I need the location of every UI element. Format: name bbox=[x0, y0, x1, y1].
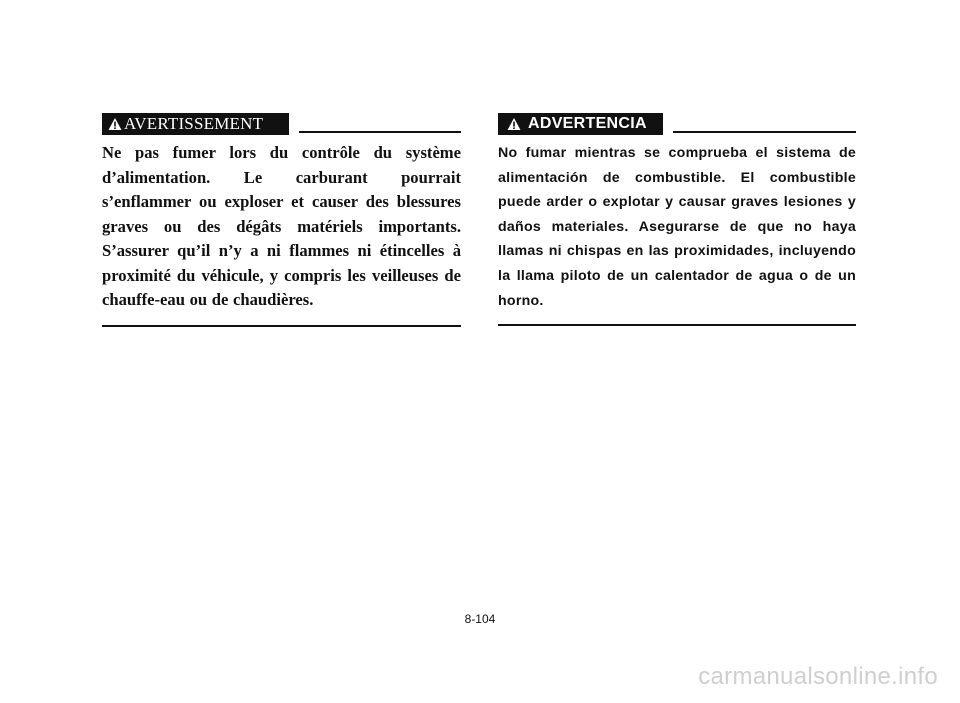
french-header-rule bbox=[299, 131, 461, 133]
french-warning-header bbox=[102, 113, 461, 135]
french-warning-block bbox=[102, 113, 461, 327]
french-warning-text: Ne pas fumer lors du contrôle du système d’alimentation. Le carburant pourrait s’enflammer ou exploser et causer des blessures graves ou des dégâts matériels importants. S’assurer qu’il n’y a ni flammes ni étincelles à proximité du véhicule, y compris les veilleuses de chauffe-eau ou de chaudières. bbox=[102, 143, 461, 309]
watermark: carmanualsonline.info bbox=[698, 663, 938, 690]
spanish-header-rule bbox=[673, 131, 856, 133]
french-warning-label: AVERTISSEMENT bbox=[124, 114, 264, 133]
spanish-warning-block bbox=[498, 113, 856, 326]
spanish-warning-text: No fumar mientras se comprueba el sistema de alimentación de combustible. El combustible puede arder o explotar y causar graves lesiones y daños materiales. Asegurarse de que no haya llamas ni chispas en las proximidades, incluyendo la llama piloto de un calentador de agua o de un horno. bbox=[498, 145, 856, 309]
warning-triangle-icon bbox=[108, 117, 122, 131]
spanish-warning-label: ADVERTENCIA bbox=[528, 115, 647, 132]
page-number: 8-104 bbox=[464, 612, 496, 626]
spanish-warning-badge bbox=[498, 113, 663, 135]
french-warning-badge bbox=[102, 113, 289, 135]
spanish-bottom-rule bbox=[498, 324, 856, 326]
warning-triangle-icon bbox=[507, 117, 521, 131]
french-bottom-rule bbox=[102, 325, 461, 327]
spanish-warning-header bbox=[498, 113, 856, 135]
